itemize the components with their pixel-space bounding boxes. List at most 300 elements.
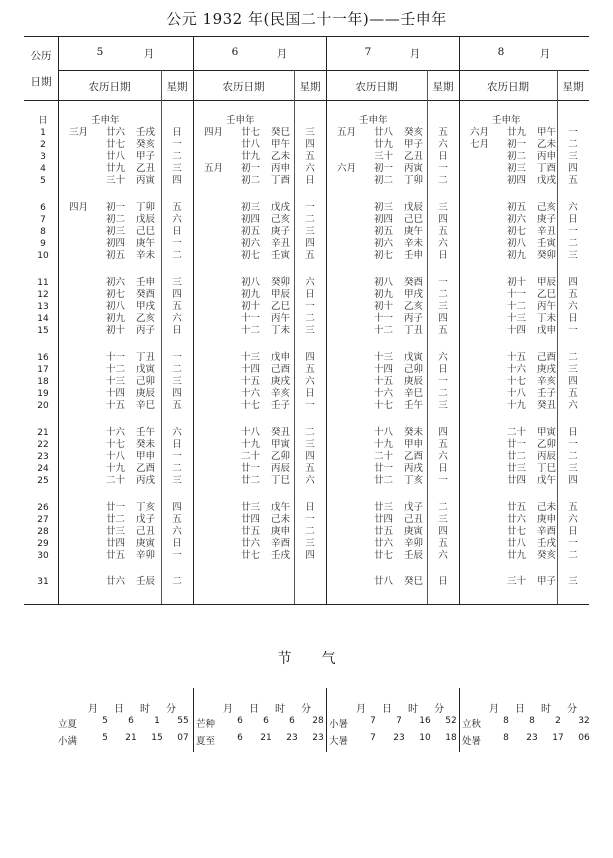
weekday: 五: [305, 463, 315, 474]
ganzhi: 乙卯: [271, 451, 291, 462]
solar-term-name: 夏至: [196, 736, 216, 747]
jieqi-col-header: 分: [301, 704, 311, 715]
ganzhi: 癸未: [136, 439, 156, 450]
gregorian-day: 24: [37, 464, 49, 474]
ganzhi: 丁未: [271, 325, 291, 336]
weekday: 二: [305, 214, 315, 225]
ganzhi: 戊子: [404, 502, 424, 513]
weekday: 五: [568, 388, 578, 399]
weekday: 二: [172, 364, 182, 375]
solar-term-value: 21: [260, 733, 272, 743]
month-divider: [459, 36, 460, 604]
ganzhi: 壬午: [404, 400, 424, 411]
weekday: 三: [305, 538, 315, 549]
jieqi-col-header: 月: [223, 704, 233, 715]
lunar-day: 廿一: [106, 502, 126, 513]
solar-term-value: 1: [154, 716, 160, 726]
lunar-day: 初六: [374, 238, 394, 249]
lunar-day: 初二: [507, 151, 527, 162]
weekday: 四: [172, 175, 182, 186]
gregorian-day: 4: [40, 164, 46, 174]
ganzhi: 甲戌: [404, 289, 424, 300]
solar-term-value: 7: [370, 716, 376, 726]
month-unit: 月: [539, 48, 551, 60]
ganzhi: 丙戌: [404, 463, 424, 474]
weekday: 四: [172, 289, 182, 300]
solar-term-value: 18: [445, 733, 457, 743]
ganzhi: 戊申: [271, 352, 291, 363]
lunar-day: 廿六: [106, 576, 126, 587]
ganzhi: 甲寅: [537, 427, 557, 438]
weekday: 一: [305, 514, 315, 525]
weekday: 五: [438, 538, 448, 549]
solar-term-value: 10: [419, 733, 431, 743]
lunar-month-label: 五月: [204, 163, 224, 174]
weekday: 一: [568, 325, 578, 336]
lunar-day: 十五: [106, 400, 126, 411]
jieqi-col-header: 时: [541, 704, 551, 715]
lunar-day: 二十: [241, 451, 261, 462]
solar-term-value: 8: [503, 733, 509, 743]
lunar-date-header: 农历日期: [487, 81, 529, 93]
weekday: 四: [568, 163, 578, 174]
solar-term-value: 7: [370, 733, 376, 743]
ganzhi: 乙未: [537, 139, 557, 150]
solar-term-value: 8: [529, 716, 535, 726]
weekday: 一: [568, 439, 578, 450]
lunar-day: 初三: [374, 202, 394, 213]
ganzhi: 甲午: [537, 127, 557, 138]
weekday: 日: [305, 175, 315, 186]
solar-term-value: 15: [151, 733, 163, 743]
gregorian-day: 14: [37, 314, 49, 324]
solar-term-value: 6: [289, 716, 295, 726]
lunar-day: 十四: [374, 364, 394, 375]
corner-date-label: 日期: [30, 76, 52, 88]
month-unit: 月: [409, 48, 421, 60]
weekday: 日: [438, 250, 448, 261]
lunar-day: 廿二: [374, 475, 394, 486]
ganzhi: 癸亥: [404, 127, 424, 138]
weekday: 日: [568, 427, 578, 438]
lunar-day: 初一: [374, 163, 394, 174]
weekday: 二: [568, 352, 578, 363]
gregorian-day: 16: [37, 353, 49, 363]
lunar-day: 初二: [241, 175, 261, 186]
solar-term-name: 芒种: [196, 719, 216, 730]
weekday: 五: [438, 439, 448, 450]
gregorian-day: 7: [40, 215, 46, 225]
solar-term-value: 21: [125, 733, 137, 743]
weekday: 三: [568, 463, 578, 474]
weekday: 五: [568, 289, 578, 300]
weekday: 五: [172, 202, 182, 213]
solar-term-value: 6: [237, 733, 243, 743]
header-bottom-rule: [24, 100, 589, 101]
header-mid-rule: [58, 70, 589, 71]
ganzhi: 乙未: [271, 151, 291, 162]
solar-term-value: 23: [286, 733, 298, 743]
ganzhi: 戊子: [136, 514, 156, 525]
lunar-month-label: 六月: [337, 163, 357, 174]
weekday: 四: [305, 139, 315, 150]
solar-term-value: 7: [396, 716, 402, 726]
weekday: 二: [568, 238, 578, 249]
ganzhi: 癸丑: [537, 400, 557, 411]
solar-term-value: 52: [445, 716, 457, 726]
lunar-day: 廿八: [374, 576, 394, 587]
lunar-day: 廿二: [106, 514, 126, 525]
weekday: 六: [172, 427, 182, 438]
weekday: 二: [438, 175, 448, 186]
lunar-day: 十九: [241, 439, 261, 450]
weekday: 五: [438, 226, 448, 237]
ganzhi: 丁亥: [404, 475, 424, 486]
weekday: 日: [172, 226, 182, 237]
year-label: 壬申年: [359, 115, 388, 126]
weekday: 三: [438, 514, 448, 525]
lunar-day: 初十: [241, 301, 261, 312]
weekday: 六: [438, 352, 448, 363]
solar-term-value: 5: [102, 733, 108, 743]
weekday: 三: [568, 151, 578, 162]
weekday: 日: [305, 502, 315, 513]
lunar-day: 初七: [241, 250, 261, 261]
weekday: 二: [305, 427, 315, 438]
lunar-day: 二十: [507, 427, 527, 438]
weekday: 二: [172, 250, 182, 261]
weekday: 二: [438, 502, 448, 513]
lunar-day: 十五: [241, 376, 261, 387]
month-divider: [326, 36, 327, 604]
weekday: 五: [305, 250, 315, 261]
ganzhi: 丙申: [537, 151, 557, 162]
month-unit: 月: [276, 48, 288, 60]
solar-term-name: 大暑: [329, 736, 349, 747]
weekday: 日: [172, 127, 182, 138]
solar-term-value: 8: [503, 716, 509, 726]
gregorian-day: 2: [40, 140, 46, 150]
ganzhi: 戊午: [537, 475, 557, 486]
lunar-day: 廿一: [507, 439, 527, 450]
gregorian-day: 17: [37, 365, 49, 375]
solar-term-name: 立夏: [58, 719, 78, 730]
table-top-rule: [24, 36, 589, 37]
weekday: 五: [172, 301, 182, 312]
weekday: 日: [438, 576, 448, 587]
weekday: 五: [172, 400, 182, 411]
lunar-day: 十六: [507, 364, 527, 375]
weekday: 六: [568, 400, 578, 411]
weekday: 一: [172, 238, 182, 249]
gregorian-day: 25: [37, 476, 49, 486]
weekday: 三: [438, 202, 448, 213]
ganzhi: 壬寅: [271, 250, 291, 261]
weekday: 六: [305, 163, 315, 174]
ganzhi: 乙酉: [404, 451, 424, 462]
ganzhi: 丁酉: [537, 163, 557, 174]
weekday: 一: [172, 451, 182, 462]
lunar-day: 初一: [106, 202, 126, 213]
lunar-day: 廿七: [241, 550, 261, 561]
ganzhi: 辛巳: [404, 388, 424, 399]
ganzhi: 戊午: [271, 502, 291, 513]
lunar-day: 廿一: [241, 463, 261, 474]
ganzhi: 癸巳: [271, 127, 291, 138]
solar-term-value: 6: [263, 716, 269, 726]
weekday: 二: [438, 289, 448, 300]
ganzhi: 癸巳: [404, 576, 424, 587]
weekday: 四: [305, 550, 315, 561]
lunar-day: 初十: [374, 301, 394, 312]
ganzhi: 己亥: [271, 214, 291, 225]
jieqi-col-header: 分: [166, 704, 176, 715]
solar-term-value: 6: [128, 716, 134, 726]
ganzhi: 壬子: [537, 388, 557, 399]
ganzhi: 己酉: [271, 364, 291, 375]
ganzhi: 乙巳: [271, 301, 291, 312]
lunar-date-header: 农历日期: [222, 81, 265, 93]
lunar-day: 廿五: [374, 526, 394, 537]
weekday: 日: [172, 439, 182, 450]
ganzhi: 甲子: [537, 576, 557, 587]
weekday: 六: [305, 376, 315, 387]
month-divider: [193, 36, 194, 604]
gregorian-day: 23: [37, 452, 49, 462]
ganzhi: 甲寅: [271, 439, 291, 450]
lunar-day: 初八: [241, 277, 261, 288]
gregorian-day: 10: [37, 251, 49, 261]
lunar-day: 十九: [106, 463, 126, 474]
lunar-day: 廿四: [106, 538, 126, 549]
lunar-day: 廿五: [241, 526, 261, 537]
weekday: 一: [438, 376, 448, 387]
jieqi-col-header: 时: [275, 704, 285, 715]
weekday: 一: [172, 352, 182, 363]
ganzhi: 壬辰: [404, 550, 424, 561]
ganzhi: 甲申: [404, 439, 424, 450]
jieqi-col-header: 时: [140, 704, 150, 715]
ganzhi: 乙丑: [404, 151, 424, 162]
weekday: 三: [305, 127, 315, 138]
lunar-day: 廿四: [507, 475, 527, 486]
lunar-day: 十一: [507, 289, 527, 300]
ganzhi: 丁酉: [271, 175, 291, 186]
lunar-day: 十五: [374, 376, 394, 387]
lunar-day: 十四: [106, 388, 126, 399]
weekday: 二: [172, 151, 182, 162]
solar-term-value: 5: [102, 716, 108, 726]
lunar-day: 十七: [374, 400, 394, 411]
weekday: 五: [568, 502, 578, 513]
gregorian-day: 19: [37, 389, 49, 399]
ganzhi: 壬申: [136, 277, 156, 288]
lunar-day: 初六: [507, 214, 527, 225]
gregorian-day: 9: [40, 239, 46, 249]
lunar-day: 廿八: [507, 538, 527, 549]
ganzhi: 乙卯: [537, 439, 557, 450]
corner-gregorian-label: 公历: [30, 50, 52, 62]
weekday: 二: [568, 139, 578, 150]
lunar-day: 廿六: [507, 514, 527, 525]
weekday: 五: [305, 364, 315, 375]
lunar-day: 十七: [507, 376, 527, 387]
page-title: 公元 1932 年(民国二十一年)——壬申年: [166, 10, 447, 28]
ganzhi: 甲辰: [537, 277, 557, 288]
lunar-day: 初五: [106, 250, 126, 261]
lunar-day: 廿七: [241, 127, 261, 138]
ganzhi: 丙午: [537, 301, 557, 312]
ganzhi: 辛酉: [537, 526, 557, 537]
ganzhi: 庚戌: [537, 364, 557, 375]
lunar-day: 廿三: [241, 502, 261, 513]
year-label: 壬申年: [91, 115, 120, 126]
ganzhi: 癸未: [404, 427, 424, 438]
lunar-day: 廿九: [374, 139, 394, 150]
weekday-header: 星期: [166, 81, 188, 93]
lunar-day: 十六: [241, 388, 261, 399]
weekday: 日: [305, 388, 315, 399]
solar-term-value: 55: [177, 716, 189, 726]
gregorian-day: 21: [37, 428, 49, 438]
month-divider: [58, 36, 59, 604]
ganzhi: 壬午: [136, 427, 156, 438]
weekday: 三: [172, 277, 182, 288]
gregorian-day: 3: [40, 152, 46, 162]
weekday: 三: [305, 439, 315, 450]
weekday: 三: [172, 163, 182, 174]
lunar-day: 十四: [241, 364, 261, 375]
month-unit: 月: [143, 48, 155, 60]
ganzhi: 甲子: [404, 139, 424, 150]
lunar-month-label: 七月: [470, 139, 490, 150]
lunar-day: 廿九: [241, 151, 261, 162]
lunar-day: 廿二: [241, 475, 261, 486]
weekday: 四: [305, 352, 315, 363]
month-number: 6: [231, 46, 239, 58]
ganzhi: 壬辰: [136, 576, 156, 587]
lunar-day: 初一: [241, 163, 261, 174]
jieqi-col-header: 分: [434, 704, 444, 715]
ganzhi: 癸酉: [136, 289, 156, 300]
ganzhi: 庚申: [271, 526, 291, 537]
lunar-day: 廿九: [106, 163, 126, 174]
gregorian-day: 5: [40, 176, 46, 186]
jieqi-col-header: 月: [489, 704, 499, 715]
lunar-day: 初五: [374, 226, 394, 237]
day-column-label: 日: [38, 116, 48, 126]
weekday: 三: [438, 301, 448, 312]
gregorian-day: 13: [37, 302, 49, 312]
ganzhi: 丙午: [271, 313, 291, 324]
ganzhi: 己丑: [136, 526, 156, 537]
lunar-day: 初四: [374, 214, 394, 225]
lunar-day: 十八: [241, 427, 261, 438]
gregorian-day: 6: [40, 203, 46, 213]
weekday: 一: [568, 538, 578, 549]
ganzhi: 丁丑: [404, 325, 424, 336]
lunar-day: 初十: [106, 325, 126, 336]
ganzhi: 丁卯: [136, 202, 156, 213]
jieqi-divider: [193, 688, 194, 752]
weekday: 六: [305, 475, 315, 486]
ganzhi: 乙丑: [136, 163, 156, 174]
ganzhi: 甲子: [136, 151, 156, 162]
ganzhi: 己未: [271, 514, 291, 525]
ganzhi: 壬子: [271, 400, 291, 411]
lunar-day: 十二: [106, 364, 126, 375]
lunar-day: 廿八: [241, 139, 261, 150]
weekday: 日: [172, 538, 182, 549]
solar-term-name: 立秋: [462, 719, 482, 730]
weekday: 三: [568, 364, 578, 375]
lunar-day: 初四: [106, 238, 126, 249]
month-number: 5: [96, 46, 104, 58]
gregorian-day: 11: [37, 278, 49, 288]
lunar-day: 初三: [106, 226, 126, 237]
weekday: 五: [172, 514, 182, 525]
weekday: 日: [438, 151, 448, 162]
ganzhi: 庚寅: [136, 538, 156, 549]
lunar-day: 廿四: [374, 514, 394, 525]
lunar-day: 初五: [507, 202, 527, 213]
weekday: 五: [305, 151, 315, 162]
ganzhi: 丙寅: [136, 175, 156, 186]
ganzhi: 辛丑: [537, 226, 557, 237]
weekday: 三: [172, 376, 182, 387]
weekday: 五: [438, 127, 448, 138]
lunar-day: 廿七: [374, 550, 394, 561]
ganzhi: 庚申: [537, 514, 557, 525]
ganzhi: 丙申: [271, 163, 291, 174]
lunar-day: 二十: [106, 475, 126, 486]
weekday: 四: [568, 475, 578, 486]
lunar-day: 廿四: [241, 514, 261, 525]
weekday-header: 星期: [432, 81, 454, 93]
ganzhi: 辛未: [136, 250, 156, 261]
ganzhi: 己亥: [537, 202, 557, 213]
solar-term-value: 07: [177, 733, 189, 743]
jieqi-col-header: 日: [249, 704, 259, 715]
lunar-day: 初六: [106, 277, 126, 288]
weekday: 三: [305, 325, 315, 336]
weekday: 六: [438, 451, 448, 462]
ganzhi: 辛卯: [136, 550, 156, 561]
ganzhi: 丁丑: [136, 352, 156, 363]
lunar-month-label: 五月: [337, 127, 357, 138]
weekday: 六: [568, 301, 578, 312]
ganzhi: 乙酉: [136, 463, 156, 474]
weekday: 五: [568, 175, 578, 186]
weekday: 日: [172, 325, 182, 336]
weekday: 一: [305, 202, 315, 213]
weekday: 二: [568, 550, 578, 561]
jieqi-col-header: 日: [114, 704, 124, 715]
lunar-day: 十一: [241, 313, 261, 324]
jieqi-col-header: 时: [408, 704, 418, 715]
weekday-header: 星期: [562, 81, 584, 93]
lunar-day: 初九: [507, 250, 527, 261]
lunar-day: 廿五: [106, 550, 126, 561]
ganzhi: 己丑: [404, 514, 424, 525]
lunar-day: 初七: [507, 226, 527, 237]
weekday: 四: [438, 214, 448, 225]
ganzhi: 壬戌: [271, 550, 291, 561]
weekday: 一: [568, 127, 578, 138]
ganzhi: 庚午: [136, 238, 156, 249]
lunar-day: 初八: [507, 238, 527, 249]
jieqi-col-header: 日: [382, 704, 392, 715]
